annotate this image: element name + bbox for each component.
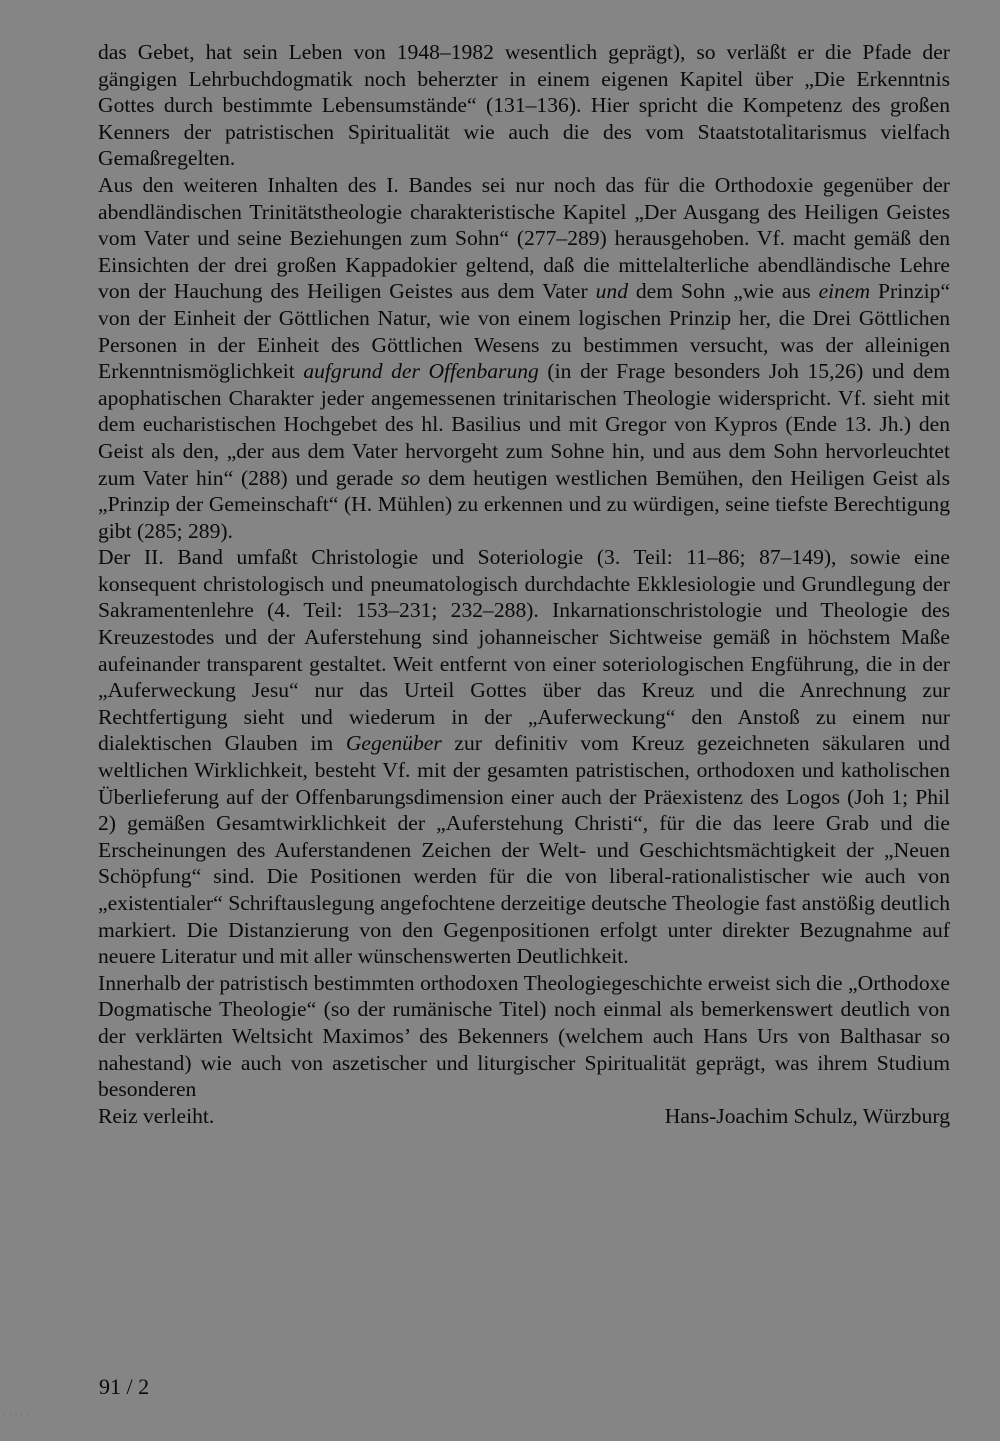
text-run: dem Sohn „wie aus [627,279,819,304]
text-run: (in der Frage besonders Joh 15,26) und dem apophatischen Charakter jeder angemessenen trinitarischen Theologie widerspricht. Vf. sieht mit dem eucharistischen Hochgebet des hl. Basilius und mit Gregor von Kypros (Ende 13. Jh.) den Geist als den, „der aus dem Vater hervorgeht zum Sohne hin, und aus dem Sohn hervorleuchtet zum Vater hin“ (288) und gerade [98,359,951,490]
text-run: Aus den weiteren Inhalten des I. Bandes sei nur noch das für die Orthodoxie gegenüber der abendländischen Trinitätstheologie charakteristische Kapitel „Der Ausgang des Heiligen Geistes vom Vater und seine Beziehungen zum Sohn“ (277–289) herausgehoben. Vf. macht gemäß den Einsichten der drei großen Kappadokier geltend, daß die mittelalterliche abendländische Lehre von der Hauchung des Heiligen Geistes aus dem Vater [98,172,950,304]
page-number: 91 / 2 [99,1374,150,1399]
text-run: dem heutigen westlichen Bemühen, den Heiligen Geist als „Prinzip der Gemeinschaft“ (H. Mühlen) zu erkennen und zu würdigen, seine tiefste Berechtigung gibt (285; 289). [98,465,950,543]
text-run: zur definitiv vom Kreuz gezeichneten säkularen und weltlichen Wirklichkeit, besteht Vf. mit der gesamten patristischen, orthodoxen und katholischen Überlieferung auf der Offenbarungsdimension einer auch der Präexistenz des Logos (Joh 1; Phil 2) gemäßen Gesamtwirklichkeit der „Auferstehung Christi“, für die das leere Grab und die Erscheinungen des Auferstandenen Zeichen der Welt- und Geschichtsmächtigkeit der „Neuen Schöpfung“ sind. Die Positionen werden für die von liberal-rationalistischer wie auch von „existentialer“ Schriftauslegung angefochtene derzeitige deutsche Theologie fast anstößig deutlich markiert. Die Distanzierung von den Gegenpositionen erfolgt unter direkter Bezugnahme auf neuere Literatur und mit aller wünschenswerten Deutlichkeit. [98,731,950,969]
paragraph-3 [98,544,950,970]
italic-run: und [595,279,628,304]
italic-run: aufgrund der Offenbarung [303,359,539,384]
review-author: Hans-Joachim Schulz, Würzburg [664,1103,950,1128]
closing-text: Reiz verleiht. [98,1103,215,1128]
italic-run: so [401,465,421,490]
paragraph-2 [98,172,950,544]
text-run: das Gebet, hat sein Leben von 1948–1982 wesentlich geprägt), so verläßt er die Pfade der gängigen Lehrbuchdogmatik noch beherzter in einem eigenen Kapitel über „Die Erkenntnis Gottes durch bestimmte Lebensumstände“ (131–136). Hier spricht die Kompetenz des großen Kenners der patristischen Spiritualität wie auch die des vom Staatstotalitarismus vielfach Gemaßregelten. [98,40,950,171]
italic-run: Gegenüber [345,731,442,756]
text-run: Innerhalb der patristisch bestimmten orthodoxen Theologiegeschichte erweist sich die „Orthodoxe Dogmatische Theologie“ (so der rumänische Titel) noch einmal als bemerkenswert deutlich von der verklärten Weltsicht Maximos’ des Bekenners (welchem auch Hans Urs von Balthasar so nahestand) wie auch von aszetischer und liturgischer Spiritualität geprägt, was ihrem Studium besonderen [98,970,950,1102]
paragraph-4 [98,970,950,1103]
review-text [98,39,950,1129]
paragraph-1 [98,39,950,172]
signature-line [98,1103,950,1130]
italic-run: einem [818,279,871,304]
text-run: Prinzip“ von der Einheit der Göttlichen Natur, wie von einem logischen Prinzip her, die Drei Göttlichen Personen in der Einheit des Göttlichen Wesens zu bestimmen versucht, was der alleinigen Erkenntnismöglichkeit [98,279,950,384]
text-run: Der II. Band umfaßt Christologie und Soteriologie (3. Teil: 11–86; 87–149), sowie eine konsequent christologisch und pneumatologisch durchdachte Ekklesiologie und Grundlegung der Sakramentenlehre (4. Teil: 153–231; 232–288). Inkarnationschristologie und Theologie des Kreuzestodes und der Auferstehung sind johanneischer Sichtweise gemäß in höchstem Maße aufeinander transparent gestaltet. Weit entfernt von einer soteriologischen Engführung, die in der „Auferweckung Jesu“ nur das Urteil Gottes über das Kreuz und die Anrechnung zur Rechtfertigung sieht und wiederum in der „Auferweckung“ den Anstoß zu einem nur dialektischen Glauben im [98,545,950,756]
scan-artifact: ..... [2,1409,32,1418]
